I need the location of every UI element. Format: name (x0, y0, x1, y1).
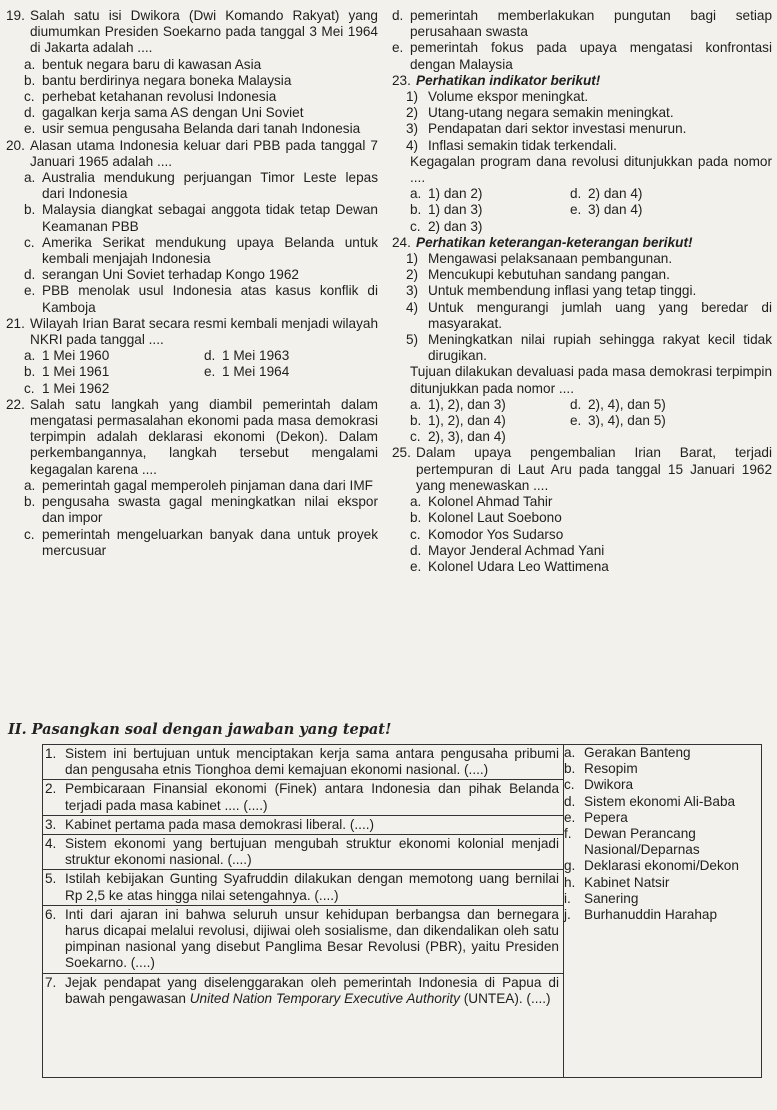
answer-item[interactable]: j. Burhanuddin Harahap (564, 907, 718, 923)
question-stem: Dalam upaya pengembalian Irian Barat, terjadi pertempuran di Laut Aru pada tanggal 15 Januari 1962 yang menewaskan .... (416, 445, 772, 493)
option-row (392, 413, 772, 429)
question-number: 19. (6, 8, 25, 23)
matching-answers (564, 745, 762, 1078)
option[interactable]: b. 1) dan 3) (410, 202, 483, 218)
option[interactable]: e. Kolonel Udara Leo Wattimena (410, 558, 609, 574)
statement-item: 2) Mencukupi kebutuhan sandang pangan. (406, 267, 670, 283)
answer-item[interactable]: g. Deklarasi ekonomi/Dekon (564, 858, 739, 874)
option[interactable]: c. perhebat ketahanan revolusi Indonesia (24, 89, 277, 105)
option[interactable]: c. 1 Mei 1962 (24, 380, 110, 396)
option[interactable]: d. Mayor Jenderal Achmad Yani (410, 542, 605, 558)
option[interactable]: c. 2) dan 3) (410, 218, 483, 234)
question-number: 25. (392, 445, 411, 461)
question-prompt: Kegagalan program dana revolusi ditunjukkan pada nomor .... (410, 153, 772, 186)
question-24 (392, 235, 772, 446)
question-22 (6, 397, 378, 559)
question-stem: Salah satu langkah yang diambil pemerintah dalam mengatasi permasalahan ekonomi pada masa demokrasi terpimpin adalah deklarasi ekonomi (Dekon). Dalam perkembangannya, langkah tersebut mengalami kegagalan karena .... (30, 396, 378, 477)
option[interactable]: b. Malaysia diangkat sebagai anggota tidak tetap Dewan Keamanan PBB (24, 202, 378, 234)
question-stem: Perhatikan indikator berikut! (416, 72, 601, 88)
left-column (6, 8, 378, 559)
answer-item[interactable]: h. Kabinet Natsir (564, 874, 670, 890)
question-21 (6, 316, 378, 397)
option-row (392, 429, 772, 445)
option[interactable]: b. 1), 2), dan 4) (410, 413, 506, 429)
matching-questions (43, 745, 564, 1078)
question-number: 22. (6, 396, 25, 412)
option-row (6, 364, 378, 380)
question-stem: Wilayah Irian Barat secara resmi kembali menjadi wilayah NKRI pada tanggal .... (30, 315, 378, 348)
option-row (392, 186, 772, 202)
indicator-item: 3) Pendapatan dari sektor investasi menurun. (406, 121, 687, 137)
matching-question: 4. Sistem ekonomi yang bertujuan mengubah struktur ekonomi kolonial menjadi struktur ekonomi nasional. (....) (43, 835, 563, 870)
option[interactable]: e. 3), 4), dan 5) (570, 413, 666, 429)
question-number: 23. (392, 72, 411, 88)
option[interactable]: e. 3) dan 4) (570, 202, 643, 218)
option[interactable]: a. pemerintah gagal memperoleh pinjaman dana dari IMF (24, 477, 373, 493)
statement-item: 3) Untuk membendung inflasi yang tetap tinggi. (406, 283, 697, 299)
matching-question: 6. Inti dari ajaran ini bahwa seluruh unsur kehidupan berbangsa dan bernegara harus dicapai melalui revolusi, dijiwai oleh sosialisme, dan dikendalikan oleh satu pimpinan nasional yang disebut Panglima Besar Revolusi (PBR), yaitu Presiden Soekarno. (....) (43, 906, 563, 974)
option[interactable]: d. serangan Uni Soviet terhadap Kongo 1962 (24, 267, 299, 283)
option[interactable]: a. Kolonel Ahmad Tahir (410, 494, 553, 510)
indicator-item: 2) Utang-utang negara semakin meningkat. (406, 105, 674, 121)
matching-question: 5. Istilah kebijakan Gunting Syafruddin dilakukan dengan memotong uang bernilai Rp 2,5 ke atas hingga nilai setengahnya. (....) (43, 870, 563, 905)
question-23 (392, 73, 772, 235)
indicator-item: 1) Volume ekspor meningkat. (406, 89, 589, 105)
question-stem: Perhatikan keterangan-keterangan berikut! (416, 234, 693, 250)
statement-item: 1) Mengawasi pelaksanaan pembangunan. (406, 251, 673, 267)
answer-item[interactable]: c. Dwikora (564, 777, 634, 793)
option[interactable]: d. 2) dan 4) (570, 186, 643, 202)
option[interactable]: c. 2), 3), dan 4) (410, 429, 506, 445)
option[interactable]: e. 1 Mei 1964 (204, 364, 290, 380)
question-25 (392, 445, 772, 575)
option[interactable]: d. 1 Mei 1963 (204, 348, 290, 364)
statement-item: 5) Meningkatkan nilai rupiah sehingga rakyat kecil tidak dirugikan. (406, 332, 772, 364)
option[interactable]: a. 1), 2), dan 3) (410, 396, 506, 412)
matching-question: 2. Pembicaraan Finansial ekonomi (Finek) antara Indonesia dan pihak Belanda terjadi pada masa kabinet .... (....) (43, 780, 563, 815)
indicator-item: 4) Inflasi semakin tidak terkendali. (406, 137, 617, 153)
question-19 (6, 8, 378, 138)
answer-item[interactable]: f. Dewan Perancang Nasional/Deparnas (564, 826, 700, 858)
option[interactable]: c. pemerintah mengeluarkan banyak dana untuk proyek mercusuar (24, 526, 378, 558)
statement-item: 4) Untuk mengurangi jumlah uang yang beredar di masyarakat. (406, 299, 772, 331)
question-number: 24. (392, 234, 411, 250)
question-number: 20. (6, 137, 25, 153)
option[interactable]: d. 2), 4), dan 5) (570, 396, 666, 412)
option[interactable]: e. pemerintah fokus pada upaya mengatasi konfrontasi dengan Malaysia (392, 40, 772, 72)
option[interactable]: a. 1 Mei 1960 (24, 348, 110, 364)
option[interactable]: e. usir semua pengusaha Belanda dari tanah Indonesia (24, 121, 361, 137)
matching-question: 1. Sistem ini bertujuan untuk menciptakan kerja sama antara pengusaha pribumi dan pengusaha etnis Tionghoa demi kemajuan ekonomi nasional. (....) (43, 745, 563, 780)
answer-item[interactable]: b. Resopim (564, 761, 638, 777)
option[interactable]: c. Amerika Serikat mendukung upaya Belanda untuk kembali menjajah Indonesia (24, 234, 378, 267)
option-row (6, 381, 378, 397)
matching-table (42, 744, 762, 1078)
answer-item[interactable]: e. Pepera (564, 809, 628, 825)
section-title: II. Pasangkan soal dengan jawaban yang tepat! (8, 721, 392, 738)
answer-item[interactable]: a. Gerakan Banteng (564, 745, 691, 760)
matching-question: 7. Jejak pendapat yang diselenggarakan oleh pemerintah Indonesia di Papua di bawah pengawasan United Nation Temporary Executive Authority (UNTEA). (....) (45, 974, 559, 1006)
option-row (392, 219, 772, 235)
answer-item[interactable]: d. Sistem ekonomi Ali-Baba (564, 793, 736, 809)
option-row (392, 202, 772, 218)
option[interactable]: a. bentuk negara baru di kawasan Asia (24, 56, 262, 72)
option[interactable]: d. pemerintah memberlakukan pungutan bagi setiap perusahaan swasta (392, 8, 772, 40)
question-22-continued (392, 8, 772, 73)
answer-item[interactable]: i. Sanering (564, 890, 639, 906)
option[interactable]: b. Kolonel Laut Soebono (410, 510, 562, 526)
question-stem: Alasan utama Indonesia keluar dari PBB pada tanggal 7 Januari 1965 adalah .... (30, 137, 378, 169)
option[interactable]: c. Komodor Yos Sudarso (410, 526, 564, 542)
option[interactable]: b. pengusaha swasta gagal meningkatkan nilai ekspor dan impor (24, 494, 378, 526)
option[interactable]: b. 1 Mei 1961 (24, 364, 110, 380)
option-row (6, 348, 378, 364)
option[interactable]: e. PBB menolak usul Indonesia atas kasus konflik di Kamboja (24, 283, 378, 315)
option[interactable]: a. Australia mendukung perjuangan Timor Leste lepas dari Indonesia (24, 170, 378, 202)
question-number: 21. (6, 315, 25, 331)
right-column (392, 8, 772, 575)
matching-question: 3. Kabinet pertama pada masa demokrasi liberal. (....) (43, 816, 563, 835)
option[interactable]: b. bantu berdirinya negara boneka Malaysia (24, 72, 292, 88)
option-row (392, 397, 772, 413)
option[interactable]: d. gagalkan kerja sama AS dengan Uni Soviet (24, 105, 304, 121)
question-prompt: Tujuan dilakukan devaluasi pada masa demokrasi terpimpin ditunjukkan pada nomor .... (410, 364, 772, 396)
question-20 (6, 138, 378, 316)
question-stem: Salah satu isi Dwikora (Dwi Komando Rakyat) yang diumumkan Presiden Soekarno pada tanggal 3 Mei 1964 di Jakarta adalah .... (30, 8, 378, 56)
option[interactable]: a. 1) dan 2) (410, 186, 483, 202)
